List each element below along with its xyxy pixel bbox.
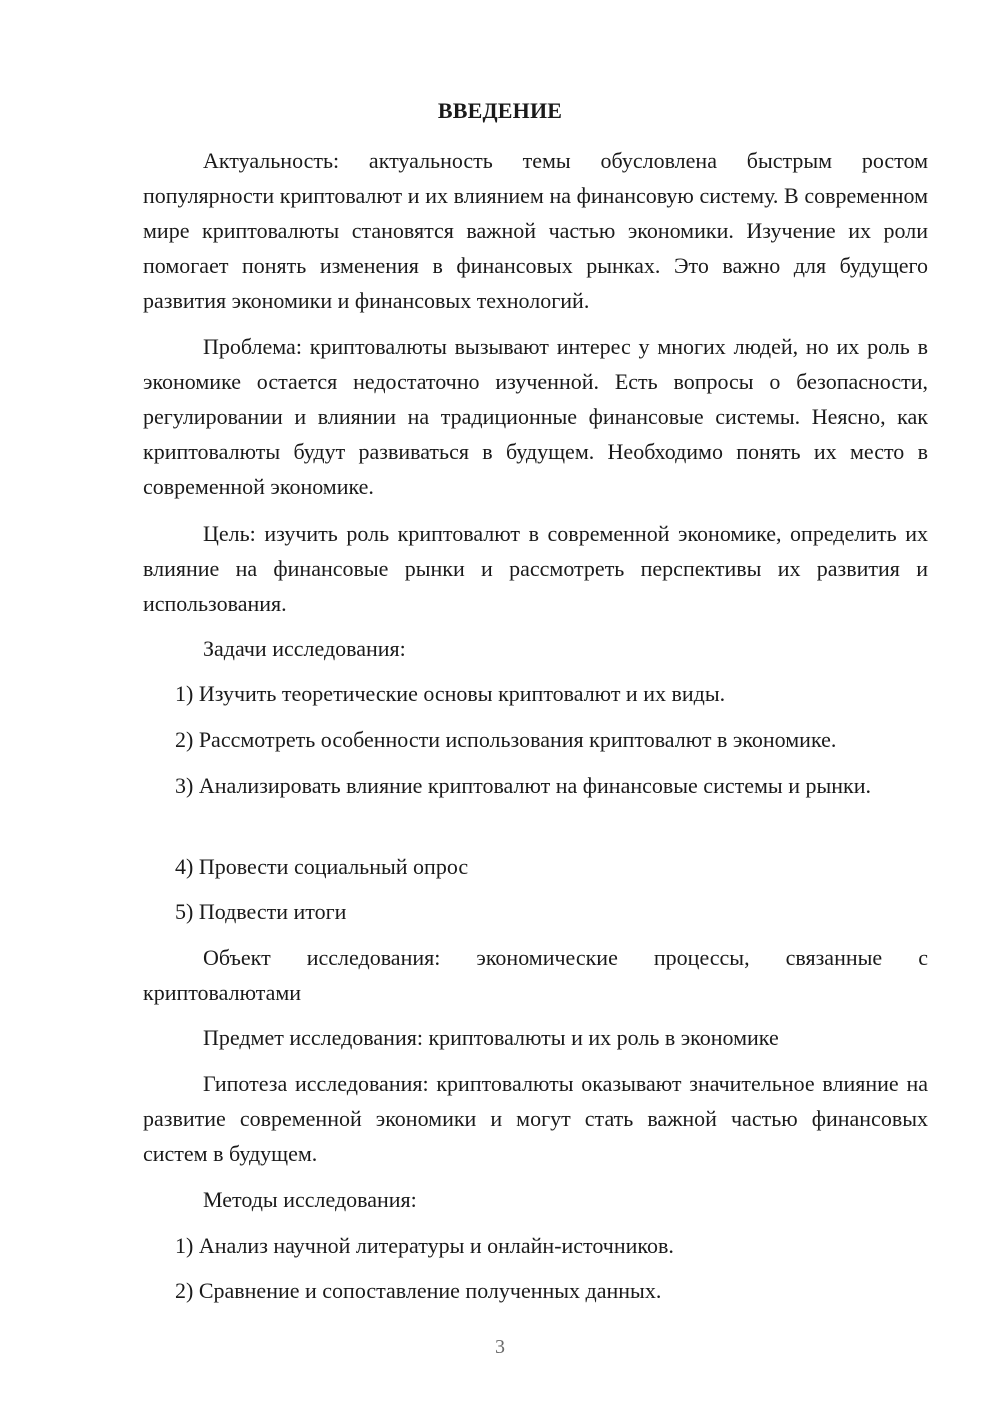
goal-paragraph: Цель: изучить роль криптовалют в современной экономике, определить их влияние на финансовые рынки и рассмотреть перспективы их развития и использования. [143, 521, 928, 616]
hypothesis-paragraph: Гипотеза исследования: криптовалюты оказывают значительное влияние на развитие современной экономики и могут стать важной частью финансовых систем в будущем. [143, 1071, 928, 1166]
task-item: 3) Анализировать влияние криптовалют на финансовые системы и рынки. [175, 773, 871, 798]
page-number: 3 [495, 1336, 505, 1358]
relevance-paragraph: Актуальность: актуальность темы обусловлена быстрым ростом популярности криптовалют и их влиянием на финансовую систему. В современном мире криптовалюты становятся важной частью экономики. Изучение их роли помогает понять изменения в финансовых рынках. Это важно для будущего развития экономики и финансовых технологий. [143, 148, 928, 313]
section-title: ВВЕДЕНИЕ [437, 98, 563, 123]
method-item: 2) Сравнение и сопоставление полученных данных. [175, 1278, 662, 1303]
tasks-heading: Задачи исследования: [203, 636, 406, 661]
task-item: 5) Подвести итоги [175, 899, 347, 924]
methods-heading: Методы исследования: [203, 1187, 417, 1212]
subject-paragraph: Предмет исследования: криптовалюты и их роль в экономике [203, 1025, 779, 1050]
task-item: 1) Изучить теоретические основы криптовалют и их виды. [175, 681, 726, 706]
method-item: 1) Анализ научной литературы и онлайн-источников. [175, 1233, 674, 1258]
object-paragraph: Объект исследования: экономические процессы, связанные с криптовалютами [143, 945, 928, 1005]
problem-paragraph: Проблема: криптовалюты вызывают интерес у многих людей, но их роль в экономике остается недостаточно изученной. Есть вопросы о безопасности, регулировании и влиянии на традиционные финансовые системы. Неясно, как криптовалюты будут развиваться в будущем. Необходимо понять их место в современной экономике. [143, 334, 928, 499]
task-item: 2) Рассмотреть особенности использования криптовалют в экономике. [175, 727, 837, 752]
task-item: 4) Провести социальный опрос [175, 854, 469, 879]
